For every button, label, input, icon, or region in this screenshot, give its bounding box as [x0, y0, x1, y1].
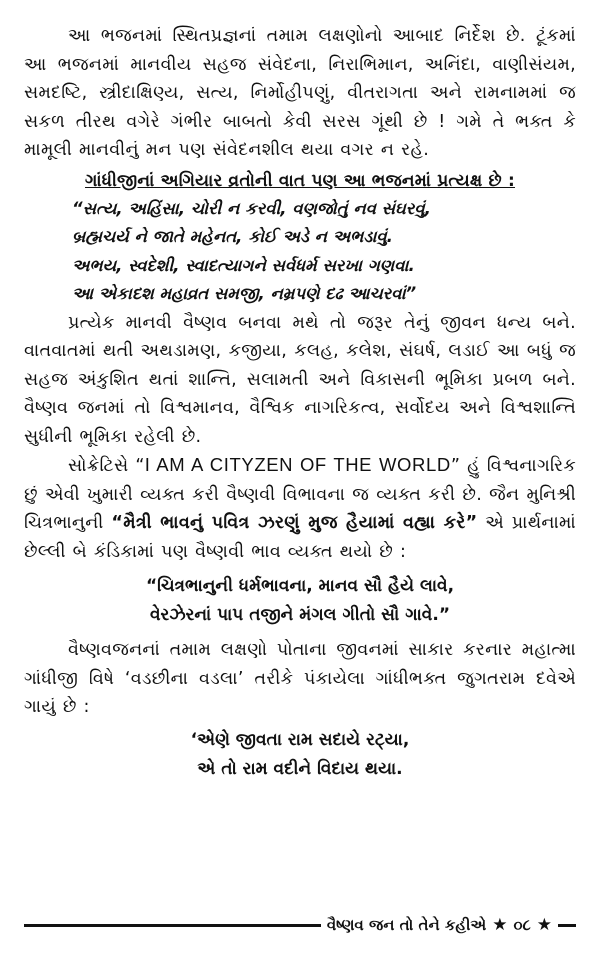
verse-line: બ્રહ્મચર્ય ને જાતે મહેનત, કોઈ અડે ન અભડાવું.	[72, 227, 393, 246]
footer-book-title: વૈષ્ણવ જન તો તેને કહીએ	[326, 916, 487, 934]
maitri-prayer-quote: “મૈત્રી ભાવનું પવિત્ર ઝરણું મુજ હૈયામાં વહ્યા કરે”	[111, 513, 478, 533]
verse-line: “સત્ય, અહિંસા, ચોરી ન કરવી, વણજોતું નવ સંઘરવું,	[72, 198, 431, 218]
paragraph-socrates	[24, 451, 576, 566]
socrates-quote: I AM A CITYZEN OF THE WORLD	[144, 454, 451, 475]
page-footer	[24, 912, 576, 938]
page-number: ૦૮	[513, 916, 531, 934]
verse-line: “ચિત્રભાનુની ધર્મભાવના, માનવ સૌ હૈયે લાવે,	[145, 576, 455, 596]
paragraph-bhajan-qualities: આ ભજનમાં સ્થિતપ્રજ્ઞનાં તમામ લક્ષણોનો આબાદ નિર્દેશ છે. ટૂંકમાં આ ભજનમાં માનવીય સહજ સંવેદના, નિરાભિમાન, અનિંદા, વાણીસંયમ, સમદષ્ટિ, સ્ત્રીદાક્ષિણ્ય, સત્ય, નિર્મોહીપણું, વીતરાગતા અને રામનામમાં જ સકળ તીરથ વગેરે ગંભીર બાબતો કેવી સરસ ગૂંથી છે ! ગમે તે ભક્ત કે મામૂલી માનવીનું મન પણ સંવેદનશીલ થયા વગર ન રહે.	[24, 26, 576, 160]
star-icon: ★	[492, 915, 508, 935]
verse-line: આ એકાદશ મહાવ્રત સમજી, નમ્રપણે દઢ આચરવાં”	[72, 284, 417, 303]
paragraph-vaishnav-life: પ્રત્યેક માનવી વૈષ્ણવ બનવા મથે તો જરૂર તેનું જીવન ધન્ય બને. વાતવાતમાં થતી અથડામણ, કજીયા, કલહ, કલેશ, સંઘર્ષ, લડાઈ આ બધું જ સહજ અંકુશિત થતાં શાન્તિ, સલામતી અને વિકાસની ભૂમિકા પ્રબળ બને. વૈષ્ણવ જનમાં તો વિશ્વમાનવ, વૈશ્વિક નાગરિકત્વ, સર્વોદય અને વિશ્વશાન્તિ સુધીની ભૂમિકા રહેલી છે.	[24, 312, 576, 447]
verse-chitrabhanu	[24, 572, 576, 630]
socrates-end: એ પ્રાર્થનામાં છેલ્લી બે કંડિકામાં પણ વૈષ્ણવી ભાવ વ્યક્ત થયો છે :	[24, 513, 577, 562]
verse-jivta-ram	[24, 726, 576, 784]
section-heading-gandhi-vows: ગાંધીજીનાં અગિયાર વ્રતોની વાત પણ આ ભજનમાં પ્રત્યક્ષ છે :	[85, 170, 515, 191]
verse-eleven-vows	[24, 195, 576, 309]
verse-line: વેરઝેરનાં પાપ તજીને મંગલ ગીતો સૌ ગાવે.”	[149, 605, 451, 625]
verse-line: એ તો રામ વદીને વિદાય થયા.	[197, 758, 403, 779]
socrates-middle: ” હું વિશ્વનાગરિક છું એવી ખુમારી વ્યક્ત કરી વૈષ્ણવી વિભાવના જ વ્યક્ત કરી છે. જૈન મુનિશ્રી ચિત્રભાનુની	[24, 456, 576, 533]
star-icon: ★	[536, 915, 552, 935]
footer-rule-left	[24, 924, 321, 927]
verse-line: ‘એણે જીવતા રામ સદાયે રટ્યા,	[190, 729, 410, 750]
footer-rule-right	[558, 924, 576, 927]
paragraph-jugatram: વૈષ્ણવજનનાં તમામ લક્ષણો પોતાના જીવનમાં સાકાર કરનાર મહાત્મા ગાંધીજી વિષે ‘વડછીના વડલા’ તરીકે પંકાયેલા ગાંધીભક્ત જુગતરામ દવેએ ગાયું છે :	[24, 640, 576, 717]
socrates-intro: સોક્રેટિસે “	[68, 456, 145, 476]
verse-line: અભય, સ્વદેશી, સ્વાદત્યાગને સર્વધર્મ સરખા ગણવા.	[72, 255, 415, 275]
